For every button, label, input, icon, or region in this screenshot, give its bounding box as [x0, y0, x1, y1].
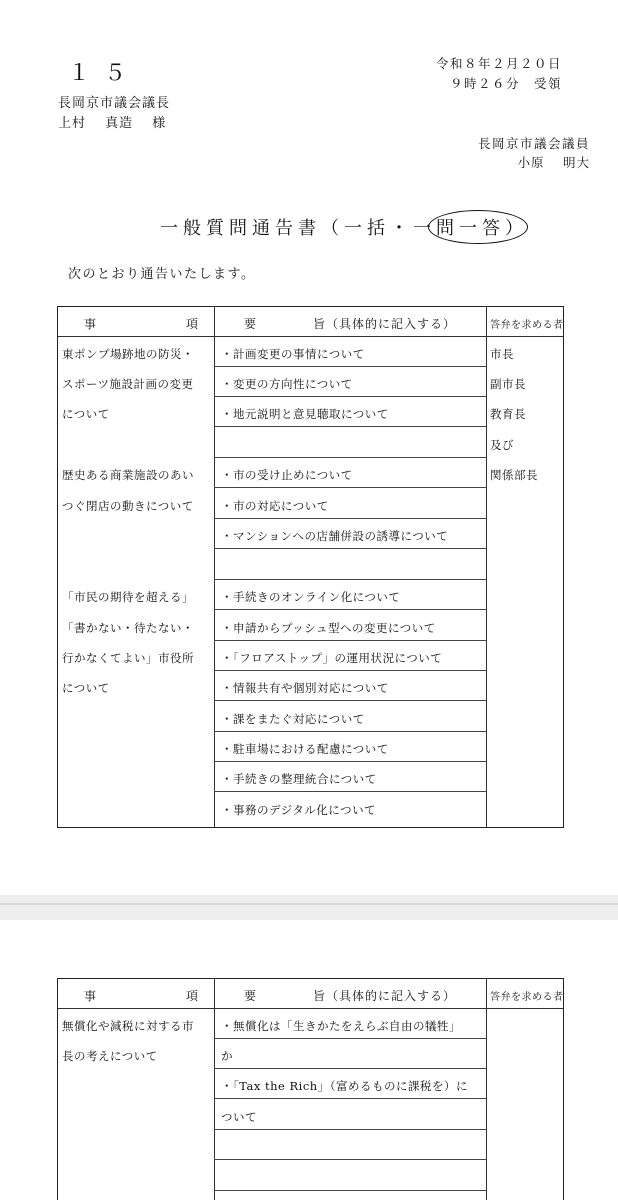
row-line [214, 731, 486, 732]
row-line [214, 518, 486, 519]
row-line [214, 761, 486, 762]
point-line: ・マンションへの店舗併設の誘導について [221, 529, 449, 543]
point-line: ・手続きの整理統合について [221, 772, 377, 786]
header-point-rest: 旨（具体的に記入する） [313, 317, 457, 331]
respondent: 副市長 [490, 377, 526, 391]
document-number: １５ [68, 61, 141, 86]
item-line: 無償化や減税に対する市 [62, 1019, 194, 1033]
row-line [214, 487, 486, 488]
row-line [214, 791, 486, 792]
selected-format-circle [428, 210, 528, 244]
row-line [214, 700, 486, 701]
column-divider [486, 979, 487, 1200]
document-page-2 [0, 920, 618, 1200]
row-line [214, 396, 486, 397]
row-line [214, 609, 486, 610]
row-line [214, 579, 486, 580]
received-date: 令和８年２月２０日 [435, 56, 562, 71]
row-line [214, 1038, 486, 1039]
sender-name: 小原 明大 [517, 155, 590, 170]
received-time: ９時２６分 受領 [449, 76, 562, 91]
respondent: 教育長 [490, 407, 526, 421]
row-line [214, 426, 486, 427]
point-line: ・事務のデジタル化について [221, 803, 377, 817]
header-item-char1: 事 [84, 317, 97, 331]
header-divider [58, 1008, 563, 1009]
point-line: ・手続きのオンライン化について [221, 590, 401, 604]
page-separator [0, 903, 618, 905]
row-line [214, 1190, 486, 1191]
notice-table-continued [57, 978, 564, 1200]
point-line: ・課をまたぐ対応について [221, 712, 365, 726]
row-line [214, 670, 486, 671]
header-point-char1: 要 [244, 989, 257, 1003]
point-line: ・地元説明と意見聴取について [221, 407, 389, 421]
respondent: 関係部長 [490, 468, 538, 482]
row-line [214, 548, 486, 549]
header-respondent: 答弁を求める者 [490, 320, 564, 331]
row-line [214, 1068, 486, 1069]
point-line: ・情報共有や個別対応について [221, 681, 389, 695]
header-item-char2: 項 [186, 317, 199, 331]
item-line: 長の考えについて [62, 1049, 158, 1063]
recipient-title: 長岡京市議会議長 [58, 96, 171, 111]
item-line: 東ポンプ場跡地の防災・ [62, 347, 194, 361]
respondent: 市長 [490, 347, 514, 361]
header-point-rest: 旨（具体的に記入する） [313, 989, 457, 1003]
point-line: ・計画変更の事情について [221, 347, 365, 361]
point-line: ・変更の方向性について [221, 377, 353, 391]
point-line: ついて [221, 1110, 257, 1124]
row-line [214, 1159, 486, 1160]
column-divider [214, 979, 215, 1200]
row-line [214, 1098, 486, 1099]
point-line: ・申請からプッシュ型への変更について [221, 621, 436, 635]
recipient-name: 上村 真造 様 [58, 116, 167, 131]
row-line [214, 640, 486, 641]
notice-table [57, 306, 564, 828]
header-point-char1: 要 [244, 317, 257, 331]
point-line: か [221, 1049, 233, 1063]
item-line: 「市民の期待を超える」 [62, 590, 194, 604]
header-item-char1: 事 [84, 989, 97, 1003]
header-divider [58, 336, 563, 337]
header-respondent: 答弁を求める者 [490, 992, 564, 1003]
item-line: 歴史ある商業施設のあい [62, 468, 194, 482]
item-line: について [62, 407, 110, 421]
item-line: について [62, 681, 110, 695]
item-line: つぐ閉店の動きについて [62, 499, 194, 513]
intro-text: 次のとおり通告いたします。 [68, 267, 256, 282]
item-line: スポーツ施設計画の変更 [62, 377, 194, 391]
sender-title: 長岡京市議会議員 [477, 136, 590, 151]
point-line: ・無償化は「生きかたをえらぶ自由の犠牲」 [221, 1019, 461, 1033]
document-title: 一般質問通告書（一括・一問一答） [160, 218, 528, 239]
item-line: 行かなくてよい」市役所 [62, 651, 194, 665]
respondent: 及び [490, 438, 514, 452]
row-line [214, 457, 486, 458]
item-line: 「書かない・待たない・ [62, 621, 194, 635]
page-gap [0, 895, 618, 920]
column-divider [486, 307, 487, 827]
point-line: ・市の受け止めについて [221, 468, 353, 482]
point-line: ・市の対応について [221, 499, 329, 513]
header-item-char2: 項 [186, 989, 199, 1003]
column-divider [214, 307, 215, 827]
row-line [214, 366, 486, 367]
point-line: ・「Tax the Rich」（富めるものに課税を）に [221, 1079, 468, 1093]
point-line: ・駐車場における配慮について [221, 742, 389, 756]
row-line [214, 1129, 486, 1130]
point-line: ・「フロアストップ」の運用状況について [221, 651, 443, 665]
